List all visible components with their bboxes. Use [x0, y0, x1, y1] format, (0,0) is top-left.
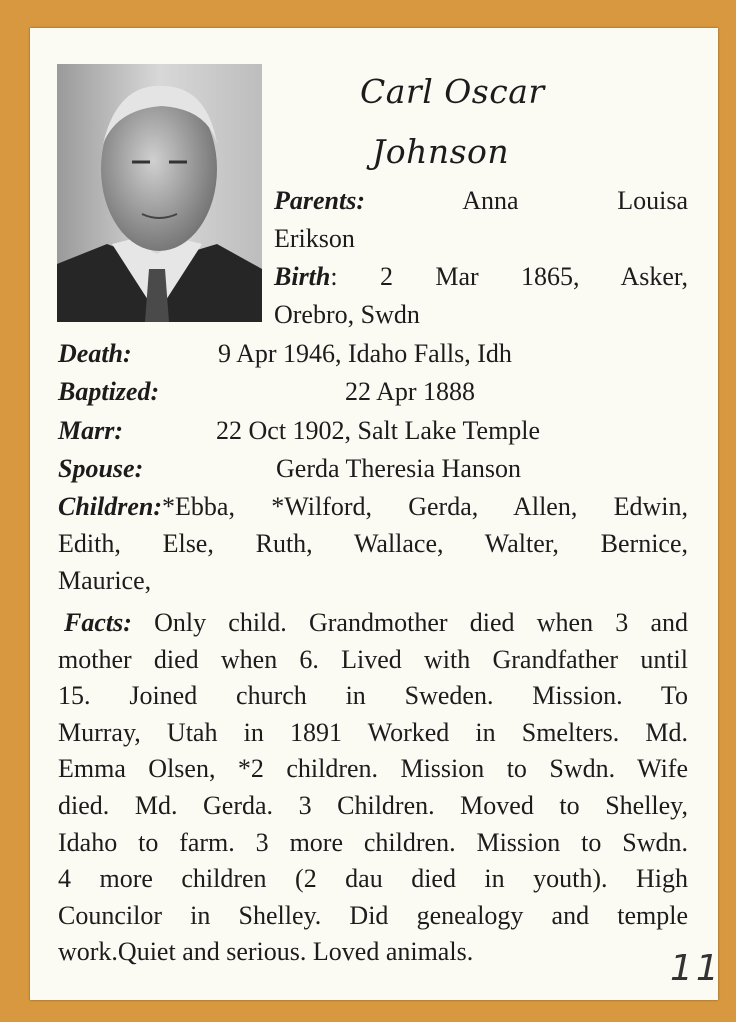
facts-line	[58, 645, 688, 675]
facts-line	[58, 718, 688, 748]
parents-row	[274, 186, 688, 216]
marr-row	[58, 416, 541, 446]
birth-value: 2 Mar 1865, Asker,	[379, 262, 689, 291]
spouse-row	[58, 454, 521, 484]
facts-text: 4 more children (2 dau died in youth). High	[58, 864, 688, 894]
facts-line	[58, 791, 688, 821]
facts-text: Idaho to farm. 3 more children. Mission to Swdn.	[58, 827, 688, 857]
genealogy-card	[30, 28, 722, 1000]
name-line-1: Carl Oscar	[360, 72, 545, 111]
facts-line	[58, 901, 688, 931]
facts-line	[58, 681, 688, 711]
spouse-value: Gerda Theresia Hanson	[276, 454, 521, 483]
name-line-2: Johnson	[372, 132, 510, 171]
children-line: Maurice,	[58, 566, 152, 595]
death-label: Death:	[58, 339, 132, 368]
death-value: 9 Apr 1946, Idaho Falls, Idh	[218, 339, 512, 368]
parents-label: Parents:	[274, 186, 365, 215]
marr-label: Marr:	[58, 416, 124, 445]
birth-label: Birth	[274, 262, 331, 291]
birth-colon: :	[330, 262, 338, 291]
baptized-label: Baptized:	[58, 377, 160, 406]
facts-line	[58, 754, 688, 784]
parents-value-cont: Erikson	[274, 224, 355, 253]
death-row	[58, 339, 512, 369]
children-line: Edith, Else, Ruth, Wallace, Walter, Bernice,	[58, 529, 688, 558]
facts-label: Facts:	[64, 608, 132, 637]
parents-value: Anna Louisa	[462, 186, 688, 215]
facts-line	[58, 937, 473, 967]
facts-text: Councilor in Shelley. Did genealogy and temple	[58, 900, 688, 930]
facts-text: Only child. Grandmother died when 3 and	[154, 608, 688, 637]
facts-text: Emma Olsen, *2 children. Mission to Swdn. Wife	[58, 754, 688, 784]
children-line: *Ebba, *Wilford, Gerda, Allen, Edwin,	[162, 492, 688, 521]
birth-row	[274, 262, 688, 292]
facts-text: died. Md. Gerda. 3 Children. Moved to Shelley,	[58, 791, 688, 820]
children-label: Children:	[58, 492, 163, 521]
handwritten-page-number: 11	[670, 948, 722, 989]
children-row	[58, 492, 688, 522]
facts-text: mother died when 6. Lived with Grandfather until	[58, 644, 688, 674]
facts-text: 15. Joined church in Sweden. Mission. To	[58, 681, 688, 711]
baptized-value: 22 Apr 1888	[345, 377, 475, 406]
facts-text: work.Quiet and serious. Loved animals.	[58, 937, 474, 967]
birth-value-cont: Orebro, Swdn	[274, 300, 420, 329]
facts-line	[58, 828, 688, 858]
portrait-photo	[57, 64, 262, 322]
marr-value: 22 Oct 1902, Salt Lake Temple	[216, 416, 541, 445]
baptized-row	[58, 377, 475, 407]
facts-line	[58, 864, 688, 894]
facts-text: Murray, Utah in 1891 Worked in Smelters. Md.	[58, 717, 688, 747]
spouse-label: Spouse:	[58, 454, 144, 483]
facts-line	[64, 608, 688, 638]
